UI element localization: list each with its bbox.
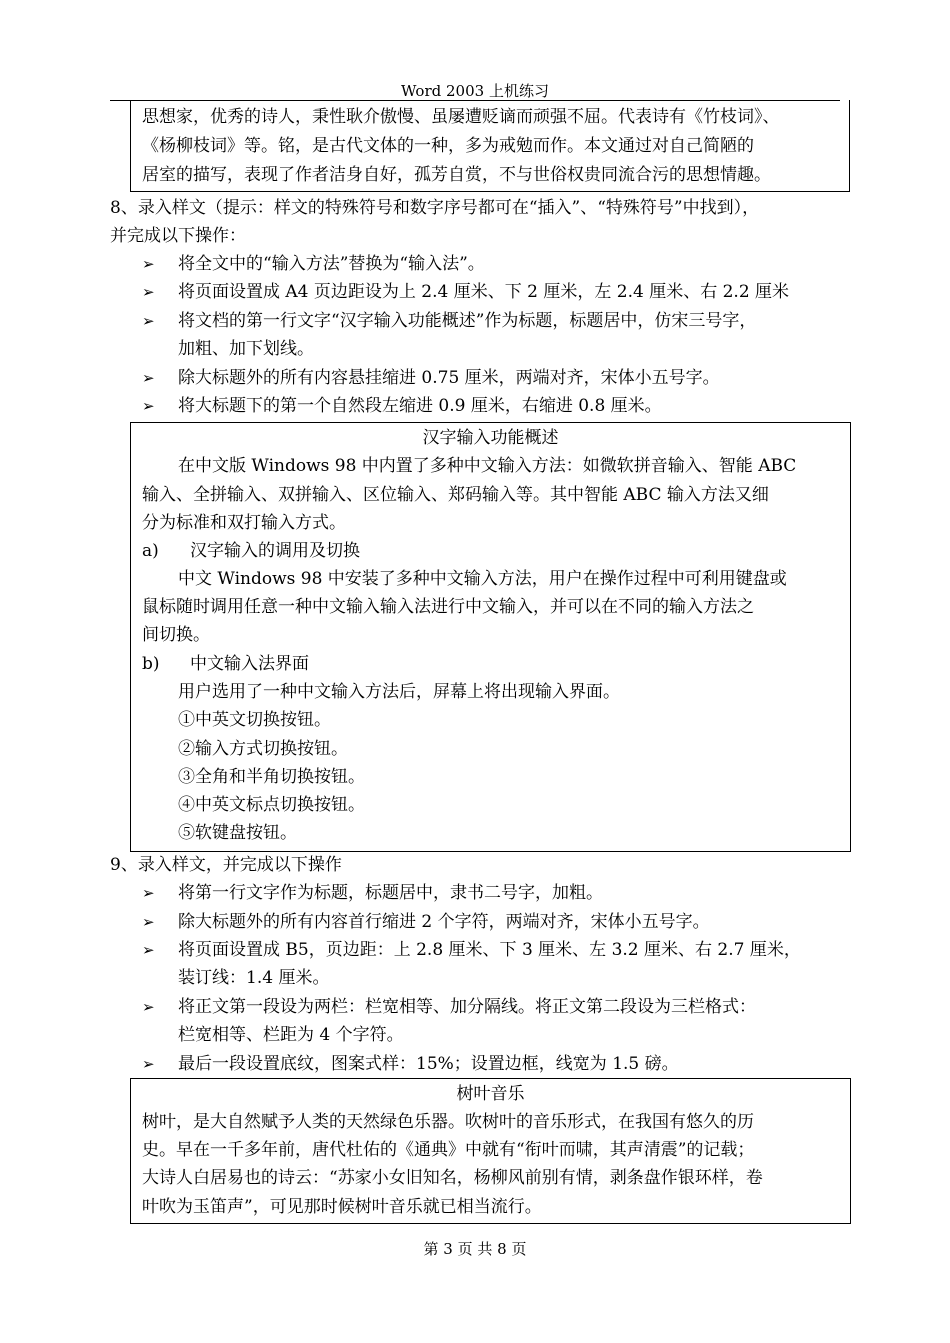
bullet-arrow-icon: ➢ bbox=[142, 312, 155, 330]
bullet-arrow-icon: ➢ bbox=[142, 283, 155, 301]
sample-box-1-heading-a: 汉字输入的调用及切换 bbox=[190, 541, 360, 561]
section9-item-2: 除大标题外的所有内容首行缩进 2 个字符，两端对齐，宋体小五号字。 bbox=[178, 912, 710, 932]
page-number: 第 3 页 共 8 页 bbox=[423, 1240, 527, 1258]
section9-item-3: 将页面设置成 B5，页边距：上 2.8 厘米、下 3 厘米、左 3.2 厘米、右 2.7 厘米， bbox=[178, 940, 801, 960]
sample-box-2-line: 叶吹为玉笛声”，可见那时候树叶音乐就已相当流行。 bbox=[142, 1197, 542, 1217]
bullet-arrow-icon: ➢ bbox=[142, 998, 155, 1016]
section9-intro: 9、录入样文，并完成以下操作 bbox=[110, 855, 342, 875]
bullet-arrow-icon: ➢ bbox=[142, 941, 155, 959]
sample-box-1-line: 用户选用了一种中文输入方法后，屏幕上将出现输入界面。 bbox=[178, 682, 620, 702]
section8-item-4: 除大标题外的所有内容悬挂缩进 0.75 厘米，两端对齐，宋体小五号字。 bbox=[178, 368, 720, 388]
top-box-line-3: 居室的描写，表现了作者洁身自好，孤芳自赏，不与世俗权贵同流合污的思想情趣。 bbox=[142, 165, 771, 185]
section9-item-4-cont: 栏宽相等、栏距为 4 个字符。 bbox=[178, 1025, 404, 1045]
section8-item-3: 将文档的第一行文字“汉字输入功能概述”作为标题，标题居中，仿宋三号字， bbox=[178, 311, 757, 331]
sample-box-1-line: 中文 Windows 98 中安装了多种中文输入方法，用户在操作过程中可利用键盘或 bbox=[178, 569, 787, 589]
sample-box-1-list-item: ④中英文标点切换按钮。 bbox=[178, 795, 365, 815]
sample-box-1-title: 汉字输入功能概述 bbox=[422, 428, 559, 448]
section8-intro-line-1: 8、录入样文（提示：样文的特殊符号和数字序号都可在“插入”、“特殊符号”中找到）， bbox=[110, 198, 760, 218]
section9-item-4: 将正文第一段设为两栏：栏宽相等、加分隔线。将正文第二段设为三栏格式： bbox=[178, 997, 756, 1017]
sample-box-2-title: 树叶音乐 bbox=[456, 1084, 525, 1104]
bullet-arrow-icon: ➢ bbox=[142, 884, 155, 902]
sample-box-2-line: 大诗人白居易也的诗云：“苏家小女旧知名，杨柳风前别有情，剥条盘作银环样，卷 bbox=[142, 1168, 763, 1188]
sample-box-2-line: 史。早在一千多年前，唐代杜佑的《通典》中就有“衔叶而啸，其声清震”的记载； bbox=[142, 1140, 755, 1160]
top-box-line-1: 思想家，优秀的诗人，秉性耿介傲慢、虽屡遭贬谪而顽强不屈。代表诗有《竹枝词》、 bbox=[142, 107, 780, 127]
section8-item-3-cont: 加粗、加下划线。 bbox=[178, 339, 314, 359]
bullet-arrow-icon: ➢ bbox=[142, 913, 155, 931]
section8-intro-line-2: 并完成以下操作： bbox=[110, 226, 246, 246]
sample-box-1-line: 分为标准和双打输入方式。 bbox=[142, 513, 346, 533]
list-marker-b: b) bbox=[142, 654, 160, 674]
bullet-arrow-icon: ➢ bbox=[142, 369, 155, 387]
bullet-arrow-icon: ➢ bbox=[142, 1055, 155, 1073]
bullet-arrow-icon: ➢ bbox=[142, 397, 155, 415]
sample-box-1-list-item: ①中英文切换按钮。 bbox=[178, 710, 331, 730]
sample-box-1-line: 鼠标随时调用任意一种中文输入输入法进行中文输入，并可以在不同的输入方法之 bbox=[142, 597, 754, 617]
sample-box-1-line: 输入、全拼输入、双拼输入、区位输入、郑码输入等。其中智能 ABC 输入方法又细 bbox=[142, 485, 769, 505]
sample-box-1-line: 间切换。 bbox=[142, 625, 210, 645]
sample-box-1-heading-b: 中文输入法界面 bbox=[190, 654, 309, 674]
section9-item-1: 将第一行文字作为标题，标题居中，隶书二号字，加粗。 bbox=[178, 883, 603, 903]
sample-box-1-line: 在中文版 Windows 98 中内置了多种中文输入方法：如微软拼音输入、智能 ABC bbox=[178, 456, 797, 476]
sample-box-1-list-item: ②输入方式切换按钮。 bbox=[178, 739, 348, 759]
section8-item-2: 将页面设置成 A4 页边距设为上 2.4 厘米、下 2 厘米，左 2.4 厘米、右 2.2 厘米 bbox=[178, 282, 790, 302]
sample-box-1-list-item: ③全角和半角切换按钮。 bbox=[178, 767, 365, 787]
section8-item-1: 将全文中的“输入方法”替换为“输入法”。 bbox=[178, 254, 485, 274]
section9-item-5: 最后一段设置底纹，图案式样：15%；设置边框，线宽为 1.5 磅。 bbox=[178, 1054, 679, 1074]
sample-box-1-list-item: ⑤软键盘按钮。 bbox=[178, 823, 297, 843]
list-marker-a: a) bbox=[142, 541, 159, 561]
sample-box-2-line: 树叶，是大自然赋予人类的天然绿色乐器。吹树叶的音乐形式，在我国有悠久的历 bbox=[142, 1112, 754, 1132]
bullet-arrow-icon: ➢ bbox=[142, 255, 155, 273]
section8-item-5: 将大标题下的第一个自然段左缩进 0.9 厘米，右缩进 0.8 厘米。 bbox=[178, 396, 662, 416]
page-header: Word 2003 上机练习 bbox=[401, 82, 549, 100]
section9-item-3-cont: 装订线：1.4 厘米。 bbox=[178, 968, 330, 988]
top-box-line-2: 《杨柳枝词》等。铭，是古代文体的一种，多为戒勉而作。本文通过对自己简陋的 bbox=[142, 136, 754, 156]
